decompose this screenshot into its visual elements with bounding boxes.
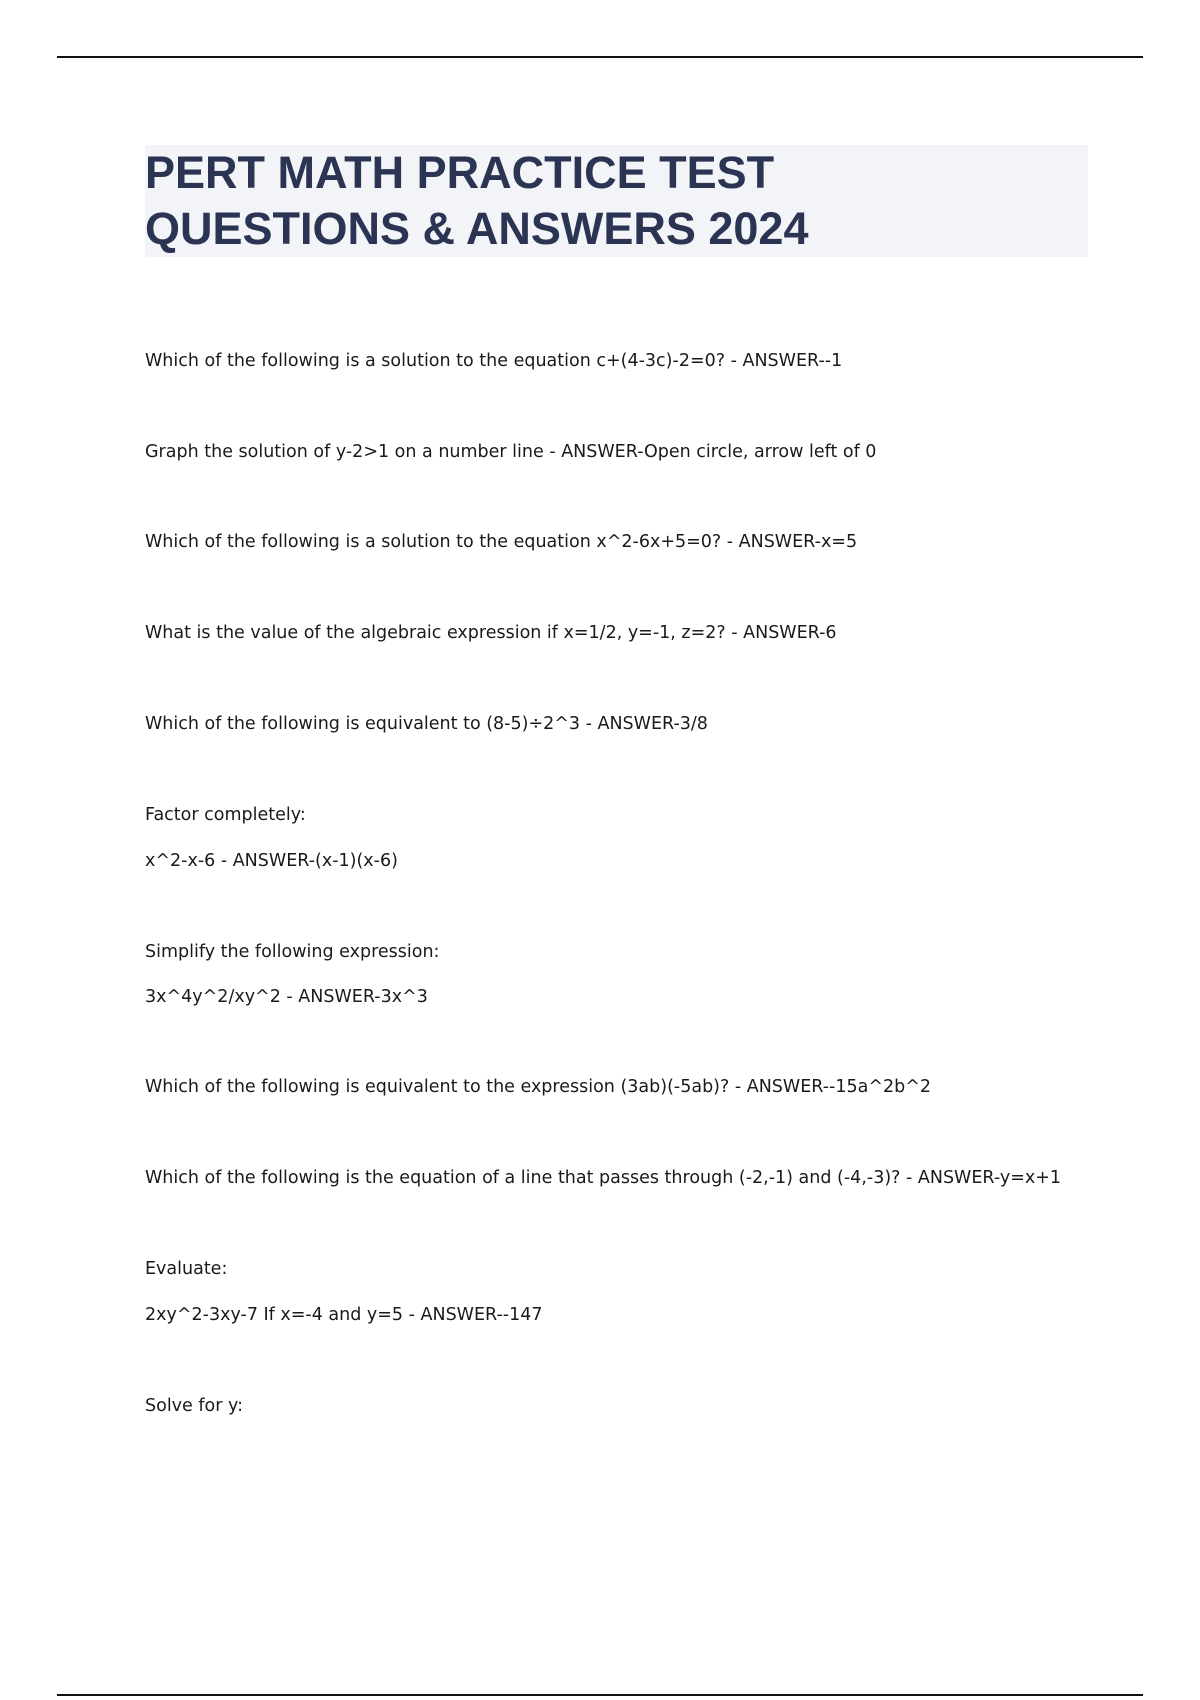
qa-item: What is the value of the algebraic expression if x=1/2, y=-1, z=2? - ANSWER-6 (145, 623, 837, 643)
qa-item: Which of the following is a solution to the equation c+(4-3c)-2=0? - ANSWER--1 (145, 351, 843, 371)
qa-item: Which of the following is equivalent to (8-5)÷2^3 - ANSWER-3/8 (145, 714, 708, 734)
qa-answer: 3x^4y^2/xy^2 - ANSWER-3x^3 (145, 987, 428, 1007)
top-rule (57, 56, 1143, 58)
document-title-block (145, 145, 1088, 257)
bottom-rule (57, 1694, 1143, 1696)
qa-answer: x^2-x-6 - ANSWER-(x-1)(x-6) (145, 851, 398, 871)
qa-answer: 2xy^2-3xy-7 If x=-4 and y=5 - ANSWER--147 (145, 1305, 543, 1325)
qa-question: Evaluate: (145, 1259, 228, 1279)
qa-question: Simplify the following expression: (145, 942, 440, 962)
document-title-line-2: QUESTIONS & ANSWERS 2024 (145, 203, 809, 254)
qa-question: Solve for y: (145, 1396, 243, 1416)
qa-item: Graph the solution of y-2>1 on a number line - ANSWER-Open circle, arrow left of 0 (145, 442, 877, 462)
qa-item: Which of the following is a solution to the equation x^2-6x+5=0? - ANSWER-x=5 (145, 532, 858, 552)
document-title-line-1: PERT MATH PRACTICE TEST (145, 147, 775, 198)
qa-question: Factor completely: (145, 805, 306, 825)
qa-item: Which of the following is equivalent to the expression (3ab)(-5ab)? - ANSWER--15a^2b^2 (145, 1077, 932, 1097)
qa-item: Which of the following is the equation of a line that passes through (-2,-1) and (-4,-3)? - ANSWER-y=x+1 (145, 1168, 1062, 1188)
